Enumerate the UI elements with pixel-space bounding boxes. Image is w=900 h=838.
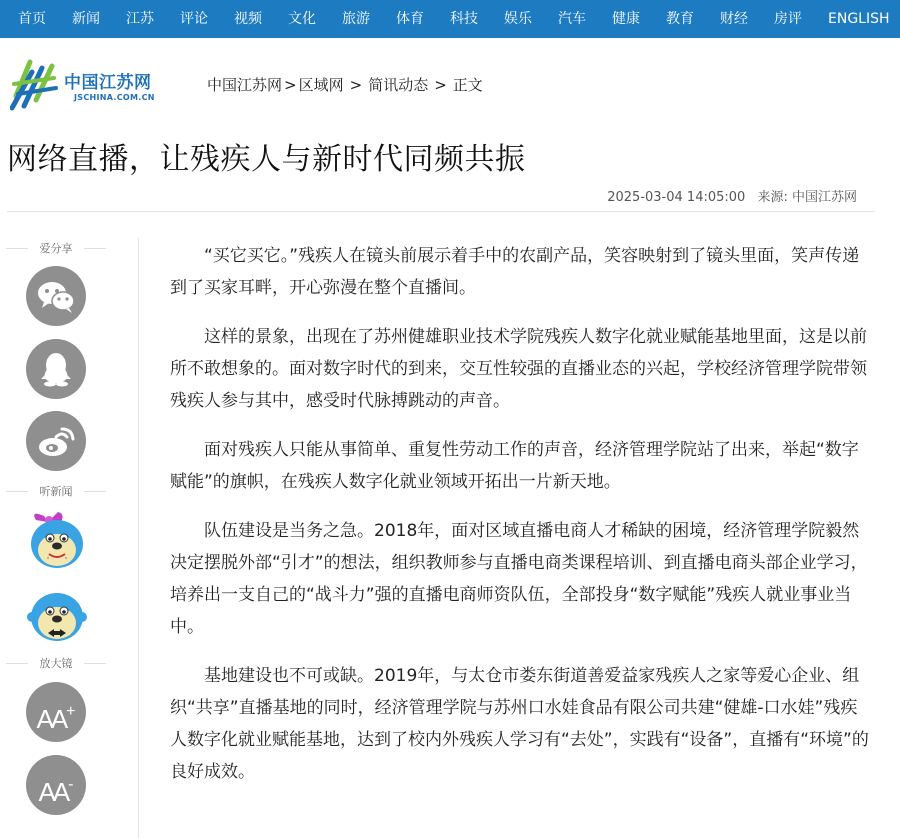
breadcrumb-region[interactable]: 区域网 — [298, 76, 344, 94]
female-mascot-listen-icon[interactable] — [24, 508, 90, 574]
weibo-share-button[interactable] — [26, 411, 86, 471]
nav-item-tech[interactable]: 科技 — [450, 11, 478, 27]
share-heading: 爱分享 — [4, 240, 108, 256]
article-title: 网络直播，让残疾人与新时代同频共振 — [7, 142, 526, 177]
listen-heading: 听新闻 — [4, 483, 108, 499]
nav-item-health[interactable]: 健康 — [612, 11, 640, 27]
nav-item-english[interactable]: ENGLISH — [828, 11, 890, 27]
article-paragraph: 队伍建设是当务之急。2018年，面对区域直播电商人才稀缺的困境，经济管理学院毅然决定摆脱外部“引才”的想法，组织教师参与直播电商类课程培训、到直播电商头部企业学习，培养出一支自己的“战斗力”强的直播电商师资队伍，全部投身“数字赋能”残疾人就业事业当中。 — [170, 521, 868, 637]
breadcrumb-separator: > — [284, 76, 297, 94]
wechat-share-button[interactable] — [26, 266, 86, 326]
nav-item-video[interactable]: 视频 — [234, 11, 262, 27]
zoom-heading: 放大镜 — [4, 655, 108, 671]
nav-item-property[interactable]: 房评 — [774, 11, 802, 27]
nav-item-education[interactable]: 教育 — [666, 11, 694, 27]
zoom-in-icon: AA+ — [36, 703, 76, 734]
zoom-out-button[interactable] — [26, 755, 86, 815]
article-paragraph: “买它买它。”残疾人在镜头前展示着手中的农副产品，笑容映射到了镜头里面，笑声传递到了买家耳畔，开心弥漫在整个直播间。 — [170, 246, 860, 298]
logo-text: 中国江苏网 — [64, 73, 152, 93]
breadcrumb-briefs[interactable]: 简讯动态 — [368, 76, 429, 94]
share-sidebar — [0, 238, 139, 838]
top-nav — [0, 0, 900, 38]
nav-item-jiangsu[interactable]: 江苏 — [126, 11, 154, 27]
breadcrumb — [207, 74, 483, 95]
breadcrumb-current: 正文 — [452, 76, 483, 94]
header-divider — [7, 211, 875, 212]
qq-share-button[interactable] — [26, 339, 86, 399]
article-body — [170, 240, 870, 805]
nav-item-culture[interactable]: 文化 — [288, 11, 316, 27]
nav-item-travel[interactable]: 旅游 — [342, 11, 370, 27]
site-logo[interactable] — [10, 56, 175, 114]
nav-item-comment[interactable]: 评论 — [180, 11, 208, 27]
source-label: 来源: — [757, 190, 788, 205]
weibo-icon — [26, 411, 86, 471]
jschina-logo-icon — [10, 56, 62, 114]
article-paragraph: 基地建设也不可或缺。2019年，与太仓市娄东街道善爱益家残疾人之家等爱心企业、组织“共享”直播基地的同时，经济管理学院与苏州口水娃食品有限公司共建“健雄-口水娃”残疾人数字化就业赋能基地，达到了校内外残疾人学习有“去处”，实践有“设备”，直播有“环境”的良好成效。 — [170, 666, 869, 782]
breadcrumb-home[interactable]: 中国江苏网 — [207, 76, 283, 94]
article-paragraph: 面对残疾人只能从事简单、重复性劳动工作的声音，经济管理学院站了出来，举起“数字赋能”的旗帜，在残疾人数字化就业领域开拓出一片新天地。 — [170, 440, 859, 492]
nav-item-news[interactable]: 新闻 — [72, 11, 100, 27]
wechat-icon — [26, 266, 86, 326]
qq-icon — [26, 339, 86, 399]
nav-item-sports[interactable]: 体育 — [396, 11, 424, 27]
source-name: 中国江苏网 — [791, 190, 857, 205]
article-paragraph: 这样的景象，出现在了苏州健雄职业技术学院残疾人数字化就业赋能基地里面，这是以前所不敢想象的。面对数字时代的到来，交互性较强的直播业态的兴起，学校经济管理学院带领残疾人参与其中，感受时代脉搏跳动的声音。 — [170, 327, 867, 411]
article-meta — [607, 186, 857, 205]
publish-datetime: 2025-03-04 14:05:00 — [607, 190, 746, 205]
breadcrumb-separator: > — [434, 76, 447, 94]
nav-item-auto[interactable]: 汽车 — [558, 11, 586, 27]
zoom-out-icon: AA- — [38, 776, 74, 807]
breadcrumb-separator: > — [349, 76, 363, 94]
nav-item-entertainment[interactable]: 娱乐 — [504, 11, 532, 27]
nav-item-finance[interactable]: 财经 — [720, 11, 748, 27]
zoom-in-button[interactable] — [26, 682, 86, 742]
logo-domain: JSCHINA.COM.CN — [74, 93, 155, 102]
nav-item-home[interactable]: 首页 — [18, 11, 46, 27]
male-mascot-listen-icon[interactable] — [24, 581, 90, 647]
